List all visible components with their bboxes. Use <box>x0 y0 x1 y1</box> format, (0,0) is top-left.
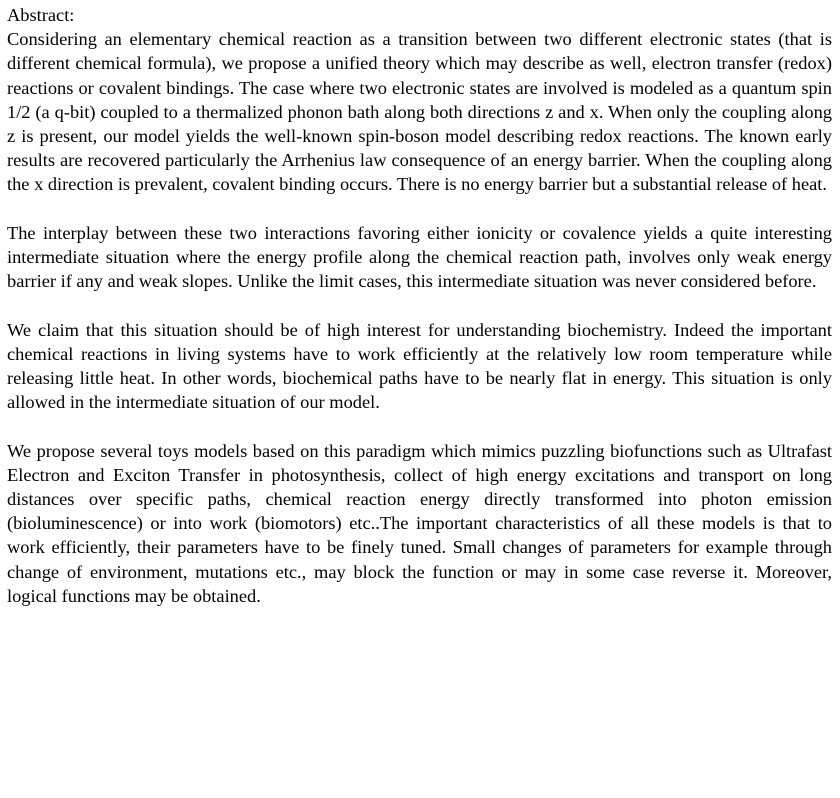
abstract-body <box>7 27 832 608</box>
abstract-paragraph-4: We propose several toys models based on this paradigm which mimics puzzling biofunctions such as Ultrafast Electron and Exciton Transfer in photosynthesis, collect of high energy excitations and transport on long distances over specific paths, chemical reaction energy directly transformed into photon emission (bioluminescence) or into work (biomotors) etc..The important characteristics of all these models is that to work efficiently, their parameters have to be finely tuned. Small changes of parameters for example through change of environment, mutations etc., may block the function or may in some case reverse it. Moreover, logical functions may be obtained. <box>7 440 832 606</box>
abstract-heading: Abstract: <box>7 5 75 25</box>
abstract-paragraph-1: Considering an elementary chemical reaction as a transition between two different electronic states (that is different chemical formula), we propose a unified theory which may describe as well, electron transfer (redox) reactions or covalent bindings. The case where two electronic states are involved is modeled as a quantum spin 1/2 (a q-bit) coupled to a thermalized phonon bath along both directions z and x. When only the coupling along z is present, our model yields the well-known spin-boson model describing redox reactions. The known early results are recovered particularly the Arrhenius law consequence of an energy barrier. When the coupling along the x direction is prevalent, covalent binding occurs. There is no energy barrier but a substantial release of heat. <box>7 29 832 195</box>
abstract-paragraph-2: The interplay between these two interactions favoring either ionicity or covalence yields a quite interesting intermediate situation where the energy profile along the chemical reaction path, involves only weak energy barrier if any and weak slopes. Unlike the limit cases, this intermediate situation was never considered before. <box>7 222 832 292</box>
abstract-paragraph-3: We claim that this situation should be of high interest for understanding biochemistry. Indeed the important chemical reactions in living systems have to work efficiently at the relatively low room temperature while releasing little heat. In other words, biochemical paths have to be nearly flat in energy. This situation is only allowed in the intermediate situation of our model. <box>7 319 832 413</box>
